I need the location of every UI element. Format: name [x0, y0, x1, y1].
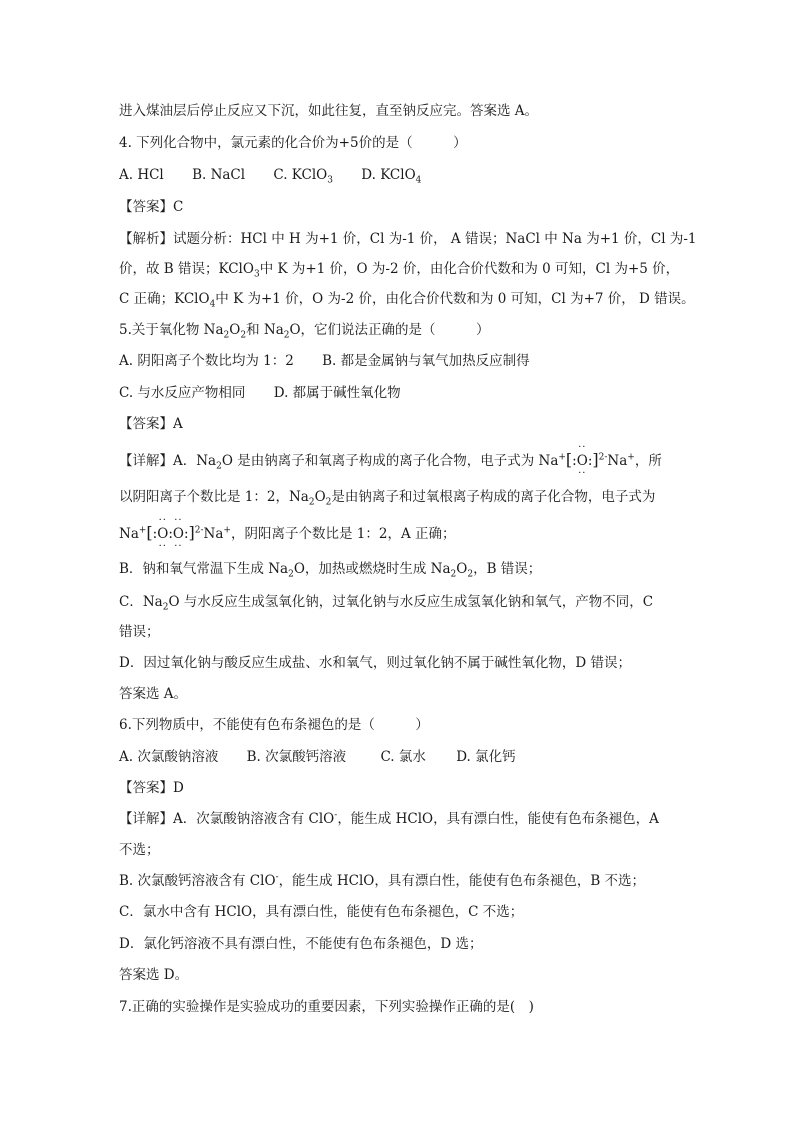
option-d: D. 氯化钙: [456, 749, 516, 765]
analysis-line: 【解析】试题分析：HCl 中 H 为+1 价，Cl 为-1 价， A 错误；NaCl 中 Na 为+1 价，Cl 为-1: [119, 231, 697, 247]
detail-line: 【详解】A．$Na_2O$ 是由钠离子和氧离子构成的离子化合物，电子式为 Na+[: ·· O ·· :]$^{2-}$Na+，所: [119, 442, 662, 479]
answer-label: 【答案】A: [119, 416, 183, 432]
detail-line: Na+[: ·· O ·· : ·· O ·· :]$^{2-}$Na+，阴阳离子个数比是 1：2，A 正确；: [119, 515, 456, 552]
analysis-line: C 正确；KClO$_4$中 K 为+1 价，O 为-2 价，由化合价代数和为 0 可知，Cl 为+7 价， D 错误。: [119, 291, 695, 310]
option-a: A. 次氯酸钠溶液: [119, 749, 219, 765]
question-4-stem: 4. 下列化合物中，氯元素的化合价为+5价的是（ ）: [119, 135, 467, 151]
option-d: D. KClO$_4$: [361, 167, 422, 186]
detail-line: 不选；: [119, 842, 160, 858]
question-5-options-row2: [119, 383, 401, 403]
detail-line: D．氯化钙溶液不具有漂白性，不能使有色布条褪色，D 选；: [119, 936, 483, 952]
electron-formula-peroxide-ion: [: ·· O ·· : ·· O ·· :]: [146, 515, 195, 552]
question-5-stem: 5.关于氧化物 $Na_2O_2$和 $Na_2O$，它们说法正确的是（ ）: [119, 322, 490, 341]
option-b: B. 次氯酸钙溶液: [246, 749, 347, 765]
detail-line: C．氯水中含有 HClO，具有漂白性，能使有色布条褪色，C 不选；: [119, 904, 524, 920]
detail-line: D．因过氧化钠与酸反应生成盐、水和氧气，则过氧化钠不属于碱性氧化物，D 错误；: [119, 655, 631, 671]
option-c: C. 氯水: [380, 749, 426, 765]
question-5-options-row1: [119, 351, 530, 371]
electron-formula-oxide-ion: [: ·· O ·· :]: [565, 442, 599, 479]
detail-line: 错误；: [119, 624, 160, 640]
detail-line: 答案选 D。: [119, 967, 189, 983]
detail-line: 【详解】A．次氯酸钠溶液含有 ClO-，能生成 HClO，具有漂白性，能使有色布条褪色，A: [119, 810, 659, 827]
answer-label: 【答案】C: [119, 199, 184, 215]
text-line: 进入煤油层后停止反应又下沉，如此往复，直至钠反应完。答案选 A。: [119, 103, 539, 119]
detail-line: 答案选 A。: [119, 686, 188, 702]
detail-line: 以阴阳离子个数比是 1：2，$Na_2O_2$是由钠离子和过氧根离子构成的离子化合物，电子式为: [119, 489, 656, 508]
question-4-options: [119, 165, 421, 185]
question-7-stem: 7.正确的实验操作是实验成功的重要因素，下列实验操作正确的是( ): [119, 999, 534, 1015]
analysis-line: 价，故 B 错误；KClO$_3$中 K 为+1 价，O 为-2 价，由化合价代数和为 0 可知，Cl 为+5 价，: [119, 261, 680, 280]
detail-line: B．钠和氧气常温下生成 $Na_2O$，加热或燃烧时生成 $Na_2O_2$，B 错误；: [119, 561, 542, 580]
option-c: C. 与水反应产物相同: [119, 385, 246, 401]
question-6-options: [119, 747, 516, 767]
detail-line: C．$Na_2O$ 与水反应生成氢氧化钠，过氧化钠与水反应生成氢氧化钠和氧气，产物不同，C: [119, 594, 654, 613]
option-b: B. NaCl: [192, 167, 246, 183]
option-d: D. 都属于碱性氧化物: [273, 385, 401, 401]
detail-line: B. 次氯酸钙溶液含有 ClO-，能生成 HClO，具有漂白性，能使有色布条褪色，B 不选；: [119, 872, 646, 889]
question-6-stem: 6.下列物质中，不能使有色布条褪色的是（ ）: [119, 717, 429, 733]
answer-label: 【答案】D: [119, 780, 184, 796]
option-b: B. 都是金属钠与氧气加热反应制得: [322, 353, 530, 369]
option-a: A. 阴阳离子个数比均为 1：2: [119, 353, 294, 369]
option-a: A. HCl: [119, 167, 164, 183]
option-c: C. KClO$_3$: [273, 167, 333, 186]
